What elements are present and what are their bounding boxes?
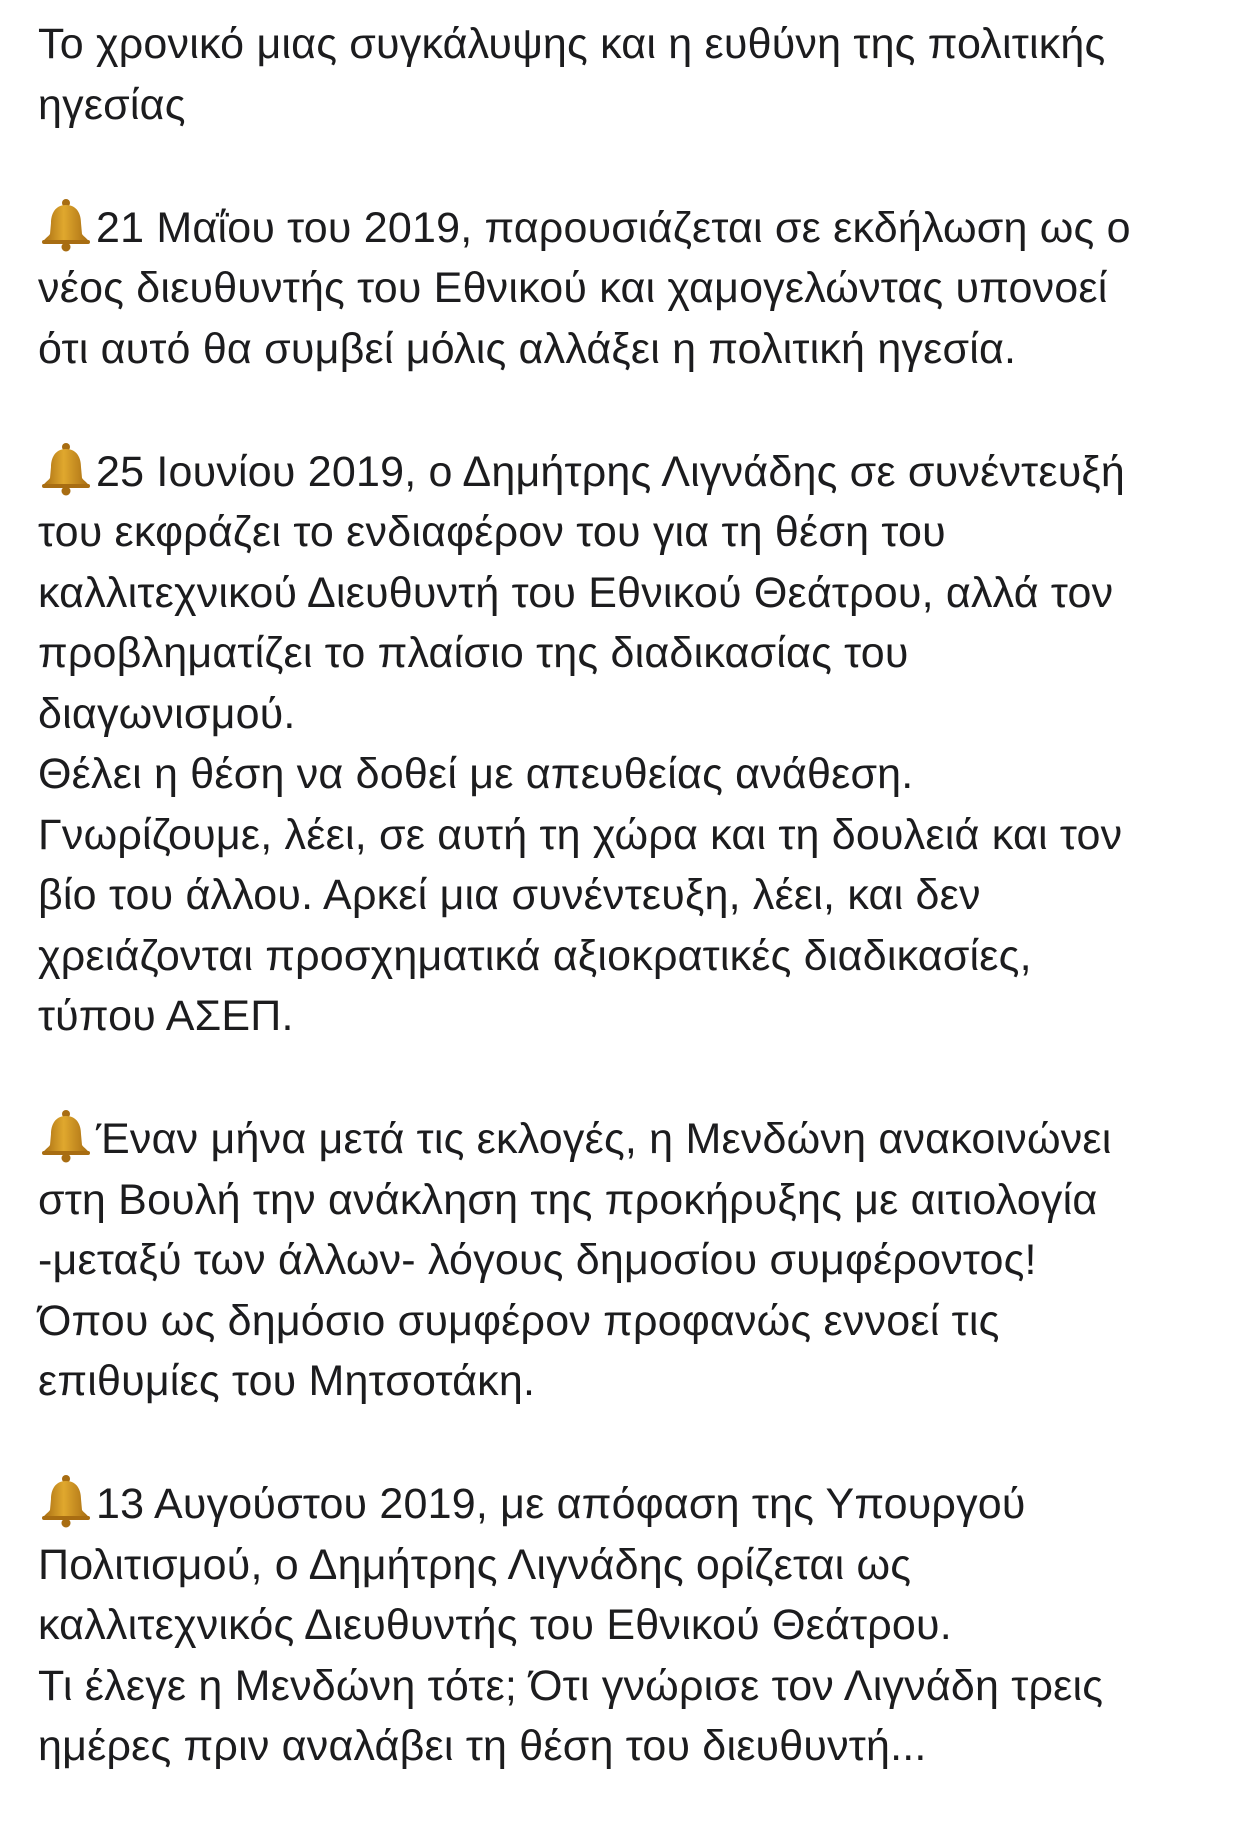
entry-line: 13 Αυγούστου 2019, με απόφαση της Υπουργού — [38, 1472, 1218, 1535]
timeline-entry — [38, 1107, 1218, 1412]
entry-line: ότι αυτό θα συμβεί μόλις αλλάξει η πολιτική ηγεσία. — [38, 324, 1017, 373]
timeline-entry — [38, 196, 1218, 380]
entry-line: Γνωρίζουμε, λέει, σε αυτή τη χώρα και τη δουλειά και τον — [38, 810, 1123, 859]
entry-line: τύπου ΑΣΕΠ. — [38, 992, 294, 1040]
bell-icon — [38, 1107, 94, 1163]
entry-line: Πολιτισμού, ο Δημήτρης Λιγνάδης ορίζεται ως — [38, 1540, 912, 1589]
entry-line: του εκφράζει το ενδιαφέρον του για τη θέση του — [38, 508, 946, 556]
entry-line: Τι έλεγε η Μενδώνη τότε; Ότι γνώρισε τον Λιγνάδη τρεις — [38, 1661, 1104, 1710]
bell-icon — [38, 196, 94, 252]
entry-line: χρειάζονται προσχηματικά αξιοκρατικές διαδικασίες, — [38, 931, 1032, 980]
title-line: Το χρονικό μιας συγκάλυψης και η ευθύνη της πολιτικής — [38, 20, 1106, 68]
entry-line: Όπου ως δημόσιο συμφέρον προφανώς εννοεί τις — [38, 1296, 1000, 1345]
bell-icon — [38, 1472, 94, 1528]
post-body — [38, 14, 1218, 1777]
entry-line: καλλιτεχνικός Διευθυντής του Εθνικού Θεάτρου. — [38, 1601, 952, 1649]
entry-line: προβληματίζει το πλαίσιο της διαδικασίας του — [38, 629, 909, 677]
entry-line: 21 Μαΐου του 2019, παρουσιάζεται σε εκδήλωση ως ο — [38, 196, 1218, 259]
title-line: ηγεσίας — [38, 80, 186, 129]
entry-line: επιθυμίες του Μητσοτάκη. — [38, 1357, 536, 1405]
post-title — [38, 14, 1218, 135]
entry-line: 25 Ιουνίου 2019, ο Δημήτρης Λιγνάδης σε συνέντευξή — [38, 440, 1218, 503]
entry-line: ημέρες πριν αναλάβει τη θέση του διευθυντή... — [38, 1722, 927, 1770]
timeline-entry — [38, 1472, 1218, 1777]
entry-line: Έναν μήνα μετά τις εκλογές, η Μενδώνη ανακοινώνει — [38, 1107, 1218, 1170]
entry-line: -μεταξύ των άλλων- λόγους δημοσίου συμφέροντος! — [38, 1236, 1037, 1284]
timeline-entry — [38, 440, 1218, 1047]
entry-line: στη Βουλή την ανάκληση της προκήρυξης με αιτιολογία — [38, 1175, 1098, 1224]
entry-line: νέος διευθυντής του Εθνικού και χαμογελώντας υπονοεί — [38, 264, 1108, 312]
entry-line: βίο του άλλου. Αρκεί μια συνέντευξη, λέει, και δεν — [38, 871, 981, 919]
entry-line: διαγωνισμού. — [38, 689, 296, 738]
entry-line: Θέλει η θέση να δοθεί με απευθείας ανάθεση. — [38, 750, 914, 798]
bell-icon — [38, 440, 94, 496]
entry-line: καλλιτεχνικού Διευθυντή του Εθνικού Θεάτρου, αλλά τον — [38, 568, 1114, 617]
